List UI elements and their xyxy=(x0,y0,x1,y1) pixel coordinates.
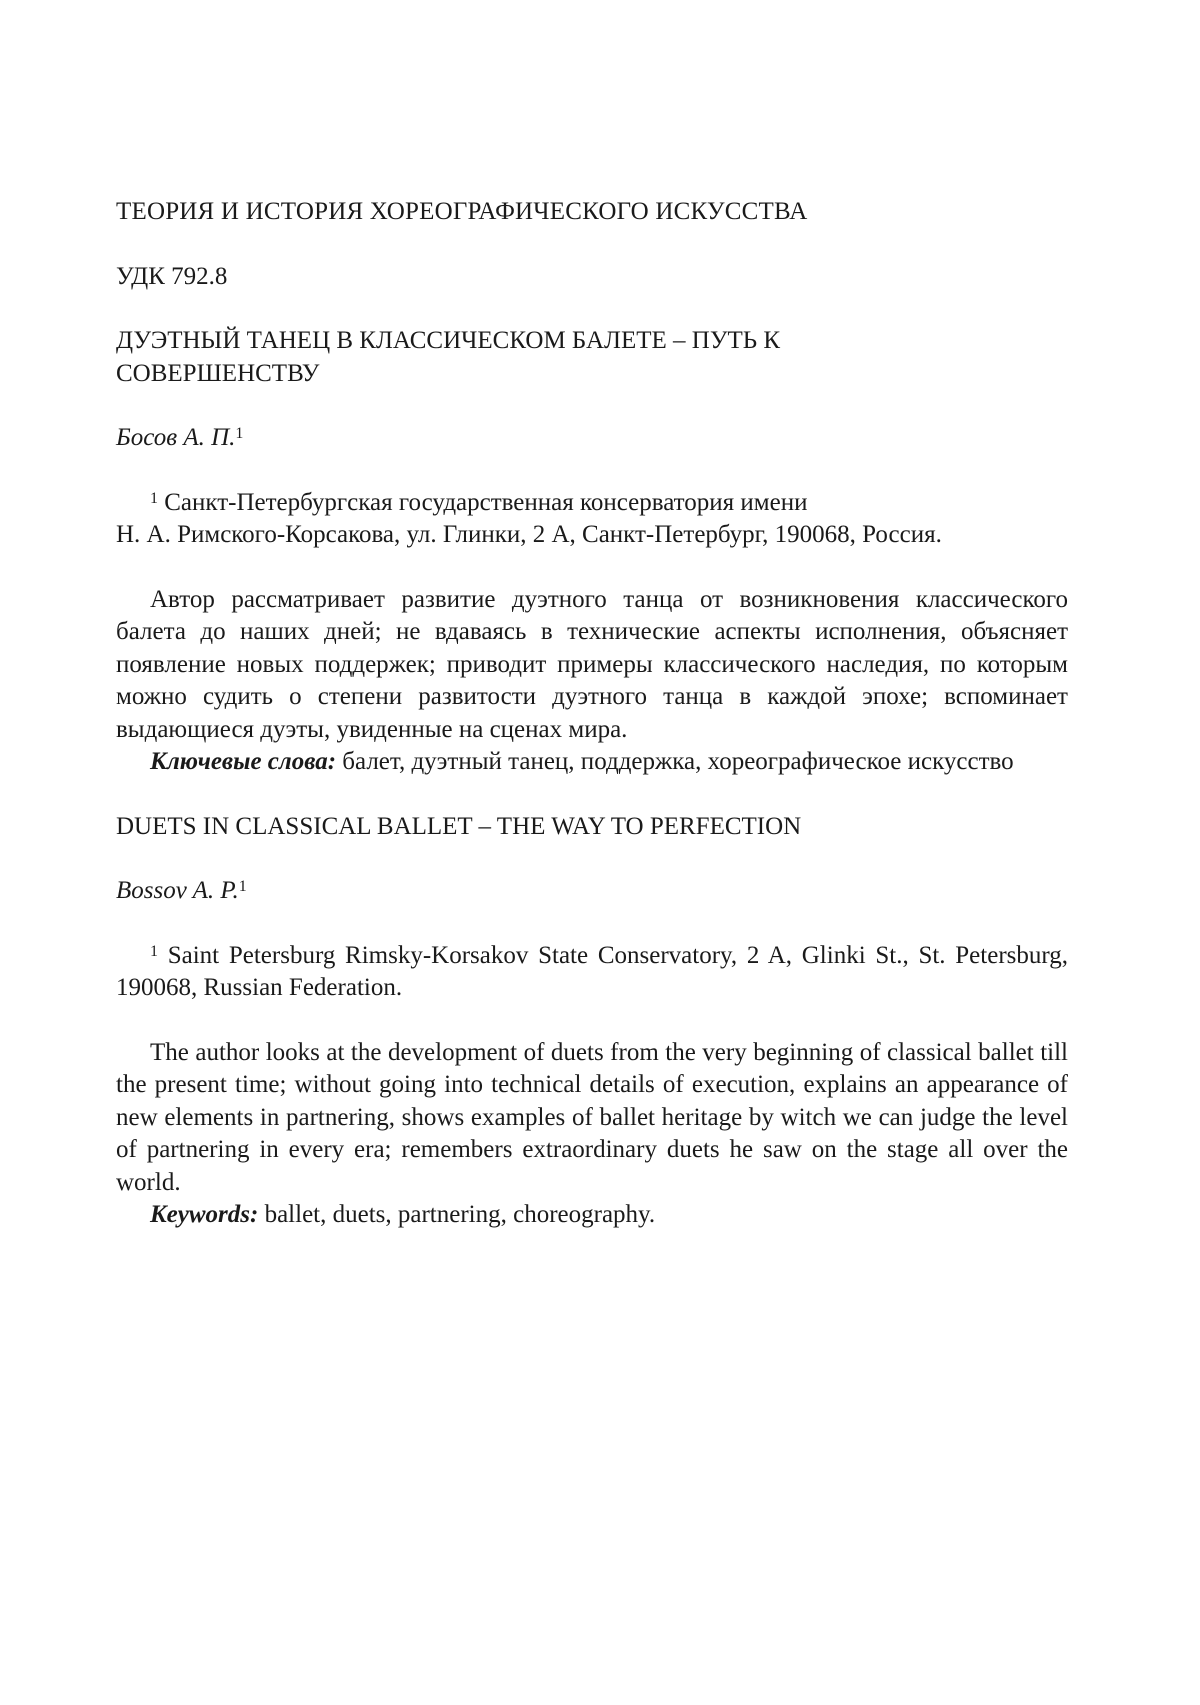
keywords-ru xyxy=(116,746,1068,779)
affiliation-en xyxy=(116,940,1068,1005)
section-heading: ТЕОРИЯ И ИСТОРИЯ ХОРЕОГРАФИЧЕСКОГО ИСКУССТВА xyxy=(116,198,808,225)
affiliation-ru xyxy=(116,487,1068,552)
author-ru xyxy=(116,422,1068,455)
affiliation-ru-mark: 1 xyxy=(150,489,158,507)
udc-code: УДК 792.8 xyxy=(116,262,228,290)
article-title-ru-line-2: СОВЕРШЕНСТВУ xyxy=(116,359,320,387)
author-en-affiliation-mark: 1 xyxy=(238,878,247,895)
article-page xyxy=(116,196,1068,1232)
keywords-en-label: Keywords: xyxy=(150,1201,259,1228)
affiliation-ru-line-1: Санкт-Петербургская государственная консерватория имени xyxy=(164,488,808,516)
keywords-en xyxy=(116,1199,1068,1232)
article-title-ru-line-1: ДУЭТНЫЙ ТАНЕЦ В КЛАССИЧЕСКОМ БАЛЕТЕ – ПУТЬ К xyxy=(116,327,781,354)
keywords-ru-text: балет, дуэтный танец, поддержка, хореографическое искусство xyxy=(336,748,1014,775)
affiliation-en-mark: 1 xyxy=(150,942,158,960)
affiliation-ru-line-2: Н. А. Римского-Корсакова, ул. Глинки, 2 А, Санкт-Петербург, 190068, Россия. xyxy=(116,521,942,548)
article-title-en: DUETS IN CLASSICAL BALLET – THE WAY TO PERFECTION xyxy=(116,812,802,840)
author-ru-affiliation-mark: 1 xyxy=(235,425,244,442)
author-en-name: Bossov A. P. xyxy=(116,877,239,904)
author-en xyxy=(116,875,1068,908)
keywords-en-text: ballet, duets, partnering, choreography. xyxy=(258,1201,656,1228)
article-title-ru xyxy=(116,325,1068,390)
abstract-en: The author looks at the development of duets from the very beginning of classical ballet till the present time; without going into technical details of execution, explains an appearance of new elements in partnering, shows examples of ballet heritage by witch we can judge the level of partnering in every era; remembers extraordinary duets he saw on the stage all over the world. xyxy=(116,1038,1068,1196)
author-ru-name: Босов А. П. xyxy=(116,424,236,451)
affiliation-en-text: Saint Petersburg Rimsky-Korsakov State Conservatory, 2 A, Glinki St., St. Petersburg, 190068, Russian Federation. xyxy=(116,941,1068,1001)
abstract-ru: Автор рассматривает развитие дуэтного танца от возникновения классического балета до наших дней; не вдаваясь в технические аспекты исполнения, объясняет появление новых поддержек; приводит примеры классического наследия, по которым можно судить о степени развитости дуэтного танца в каждой эпохе; вспоминает выдающиеся дуэты, увиденные на сценах мира. xyxy=(116,585,1068,743)
keywords-ru-label: Ключевые слова: xyxy=(150,748,337,775)
